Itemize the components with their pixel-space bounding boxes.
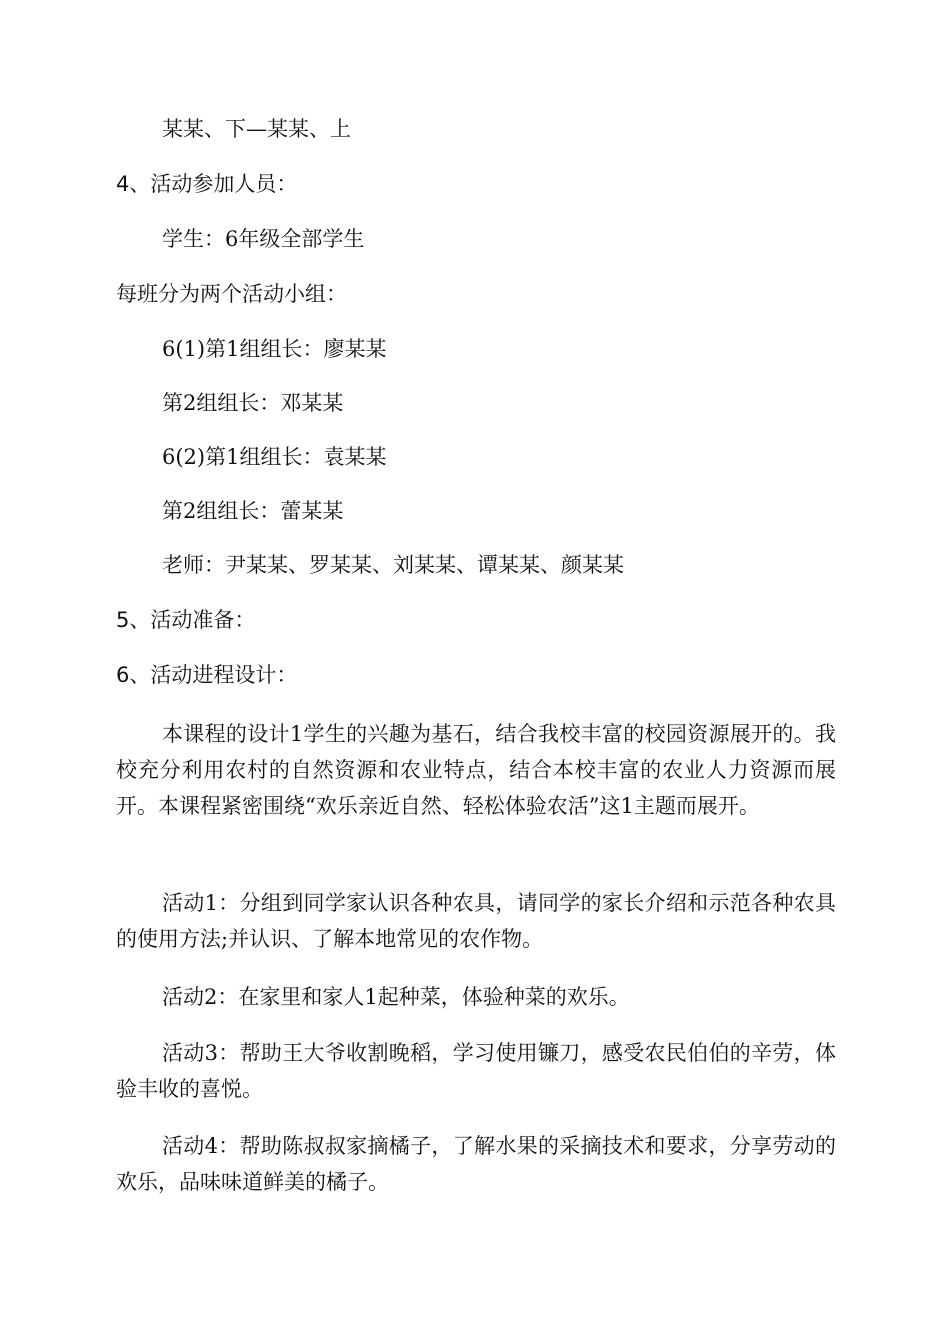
text-line-students: 学生：6年级全部学生 xyxy=(162,227,365,251)
text-line-group-leader-3: 6(2)第1组组长：袁某某 xyxy=(162,445,387,469)
text-line-groups-intro: 每班分为两个活动小组： xyxy=(116,282,347,306)
text-line-names: 某某、下—某某、上 xyxy=(162,117,351,141)
paragraph-activity-1: 活动1：分组到同学家认识各种农具，请同学的家长介绍和示范各种农具的使用方法;并认识、了解本地常见的农作物。 xyxy=(116,891,836,951)
paragraph-course-design: 本课程的设计1学生的兴趣为基石，结合我校丰富的校园资源展开的。我校充分利用农村的自然资源和农业特点，结合本校丰富的农业人力资源而展开。本课程紧密围绕“欢乐亲近自然、轻松体验农活”这1主题而展开。 xyxy=(116,722,836,818)
text-line-group-leader-1: 6(1)第1组组长：廖某某 xyxy=(162,337,387,361)
text-line-group-leader-4: 第2组组长：蕾某某 xyxy=(162,499,344,523)
text-line-teachers: 老师：尹某某、罗某某、刘某某、谭某某、颜某某 xyxy=(162,553,624,577)
paragraph-activity-4: 活动4：帮助陈叔叔家摘橘子，了解水果的采摘技术和要求，分享劳动的欢乐，品味味道鲜美的橘子。 xyxy=(116,1134,836,1194)
section-heading-preparation: 5、活动准备： xyxy=(116,608,256,632)
section-heading-participants: 4、活动参加人员： xyxy=(116,172,298,196)
paragraph-activity-2: 活动2：在家里和家人1起种菜，体验种菜的欢乐。 xyxy=(162,985,630,1009)
section-heading-process: 6、活动进程设计： xyxy=(116,663,298,687)
text-line-group-leader-2: 第2组组长：邓某某 xyxy=(162,391,344,415)
paragraph-activity-3: 活动3：帮助王大爷收割晚稻，学习使用镰刀，感受农民伯伯的辛劳，体验丰收的喜悦。 xyxy=(116,1041,836,1101)
